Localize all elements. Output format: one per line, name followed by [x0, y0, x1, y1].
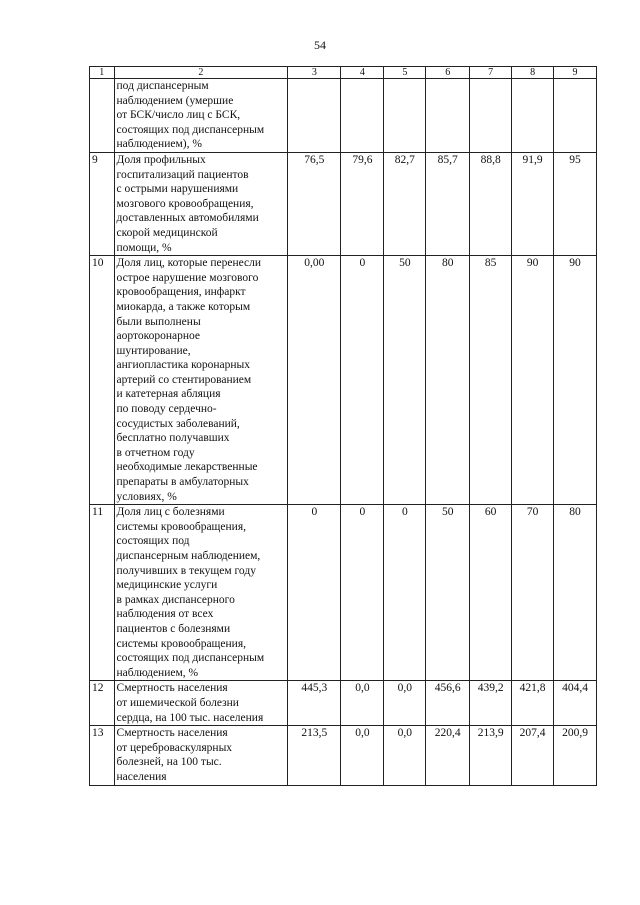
- indicator-value: 60: [470, 505, 512, 681]
- indicator-name-line: наблюдением (умершие: [116, 94, 234, 107]
- row-number: [90, 79, 115, 153]
- page-number: 54: [314, 38, 326, 52]
- indicator-value: [512, 79, 554, 153]
- column-number: 8: [512, 67, 554, 79]
- indicator-name-line: острое нарушение мозгового: [116, 271, 259, 284]
- indicator-name-line: Смертность населения: [116, 727, 228, 740]
- indicator-value: 0: [341, 256, 384, 505]
- indicator-name-line: миокарда, а также которым: [116, 300, 251, 313]
- indicators-table: [89, 66, 597, 786]
- indicator-name-line: под диспансерным: [116, 80, 209, 92]
- indicator-value: [554, 79, 597, 153]
- indicator-name-line: получивших в текущем году: [116, 564, 256, 577]
- indicator-value: [470, 79, 512, 153]
- indicator-value: [341, 79, 384, 153]
- indicator-name-line: сердца, на 100 тыс. населения: [116, 711, 264, 724]
- indicator-name-line: сосудистых заболеваний,: [116, 417, 240, 430]
- indicator-value: 445,3: [288, 681, 341, 726]
- indicator-name-line: от цереброваскулярных: [116, 741, 233, 754]
- column-number: 4: [341, 67, 384, 79]
- indicator-name-line: препараты в амбулаторных: [116, 476, 249, 489]
- row-number: 11: [90, 505, 115, 681]
- indicator-value: [384, 79, 426, 153]
- indicator-name: [114, 152, 288, 255]
- indicator-name-line: аортокоронарное: [116, 330, 201, 343]
- indicator-value: 79,6: [341, 152, 384, 255]
- indicator-value: 0,00: [288, 256, 341, 505]
- indicator-value: 85: [470, 256, 512, 505]
- indicator-value: 0,0: [341, 681, 384, 726]
- row-number: 12: [90, 681, 115, 726]
- indicator-name-line: болезней, на 100 тыс.: [116, 756, 222, 769]
- indicator-value: 90: [554, 256, 597, 505]
- indicator-name-line: госпитализаций пациентов: [116, 168, 249, 181]
- indicator-name-line: условиях, %: [116, 490, 177, 503]
- indicator-name-line: в рамках диспансерного: [116, 593, 235, 606]
- indicator-value: 70: [512, 505, 554, 681]
- indicator-name: [114, 256, 288, 505]
- column-number: 3: [288, 67, 341, 79]
- indicator-name-line: Доля профильных: [116, 153, 206, 166]
- column-number: 9: [554, 67, 597, 79]
- row-number: 9: [90, 152, 115, 255]
- indicator-name-line: системы кровообращения,: [116, 637, 246, 650]
- indicator-value: 50: [426, 505, 470, 681]
- row-number: 10: [90, 256, 115, 505]
- indicator-name: [114, 505, 288, 681]
- indicator-name-line: доставленных автомобилями: [116, 212, 259, 225]
- indicator-name-line: от ишемической болезни: [116, 696, 239, 709]
- indicator-value: 0,0: [384, 726, 426, 785]
- indicator-name-line: Доля лиц с болезнями: [116, 506, 225, 519]
- column-number: 1: [90, 67, 115, 79]
- indicator-name-line: ангиопластика коронарных: [116, 359, 250, 372]
- indicator-value: 213,5: [288, 726, 341, 785]
- indicator-name-line: были выполнены: [116, 315, 201, 328]
- indicator-value: 213,9: [470, 726, 512, 785]
- indicator-name-line: Смертность населения: [116, 682, 228, 695]
- indicator-name-line: шунтирование,: [116, 344, 191, 357]
- indicator-value: 456,6: [426, 681, 470, 726]
- indicator-name-line: кровообращения, инфаркт: [116, 286, 246, 299]
- indicator-name-line: необходимые лекарственные: [116, 461, 258, 474]
- table-row: [90, 256, 597, 505]
- indicator-value: 207,4: [512, 726, 554, 785]
- indicator-name: [114, 79, 288, 153]
- indicator-name-line: состоящих под: [116, 535, 190, 548]
- indicator-name-line: от БСК/число лиц с БСК,: [116, 109, 241, 122]
- indicator-name-line: и катетерная абляция: [116, 388, 221, 401]
- indicator-value: 0,0: [341, 726, 384, 785]
- indicator-value: 95: [554, 152, 597, 255]
- indicator-value: 82,7: [384, 152, 426, 255]
- indicator-name-line: наблюдения от всех: [116, 608, 214, 621]
- indicator-name-line: в отчетном году: [116, 446, 195, 459]
- indicator-name-line: с острыми нарушениями: [116, 183, 239, 196]
- indicator-value: 50: [384, 256, 426, 505]
- indicator-name-line: мозгового кровообращения,: [116, 197, 254, 210]
- indicator-name-line: Доля лиц, которые перенесли: [116, 257, 262, 270]
- indicator-value: 404,4: [554, 681, 597, 726]
- indicator-value: 80: [426, 256, 470, 505]
- indicator-name-line: диспансерным наблюдением,: [116, 550, 261, 562]
- indicator-value: 0: [288, 505, 341, 681]
- indicator-name-line: помощи, %: [116, 241, 172, 254]
- indicator-name-line: по поводу сердечно-: [116, 403, 217, 416]
- indicator-value: 0: [341, 505, 384, 681]
- table-body: [90, 67, 597, 786]
- indicator-name: [114, 681, 288, 726]
- indicator-name-line: скорой медицинской: [116, 226, 218, 239]
- indicator-name-line: артерий со стентированием: [116, 373, 252, 386]
- indicator-name-line: медицинские услуги: [116, 579, 218, 592]
- indicator-value: 200,9: [554, 726, 597, 785]
- column-number: 2: [114, 67, 288, 79]
- indicator-name-line: пациентов с болезнями: [116, 622, 231, 635]
- indicator-value: 85,7: [426, 152, 470, 255]
- indicator-value: 0: [384, 505, 426, 681]
- indicator-value: [288, 79, 341, 153]
- indicator-name-line: состоящих под диспансерным: [116, 652, 265, 665]
- indicator-name-line: наблюдением, %: [116, 666, 199, 679]
- indicator-name-line: наблюдением), %: [116, 138, 202, 151]
- indicator-value: 80: [554, 505, 597, 681]
- indicator-value: 76,5: [288, 152, 341, 255]
- indicator-name-line: состоящих под диспансерным: [116, 123, 265, 136]
- table-row: [90, 726, 597, 785]
- table-row: [90, 505, 597, 681]
- indicator-name-line: бесплатно получавших: [116, 432, 230, 445]
- indicator-value: 439,2: [470, 681, 512, 726]
- table-row: [90, 152, 597, 255]
- indicator-value: 0,0: [384, 681, 426, 726]
- indicator-name: [114, 726, 288, 785]
- table-row: [90, 681, 597, 726]
- indicator-value: 88,8: [470, 152, 512, 255]
- column-number: 5: [384, 67, 426, 79]
- table-row: [90, 79, 597, 153]
- column-number: 7: [470, 67, 512, 79]
- indicator-value: 91,9: [512, 152, 554, 255]
- indicator-value: 421,8: [512, 681, 554, 726]
- indicator-value: 220,4: [426, 726, 470, 785]
- indicator-value: 90: [512, 256, 554, 505]
- row-number: 13: [90, 726, 115, 785]
- indicator-name-line: населения: [116, 770, 167, 783]
- column-number-row: [90, 67, 597, 79]
- column-number: 6: [426, 67, 470, 79]
- indicator-value: [426, 79, 470, 153]
- indicator-name-line: системы кровообращения,: [116, 520, 246, 533]
